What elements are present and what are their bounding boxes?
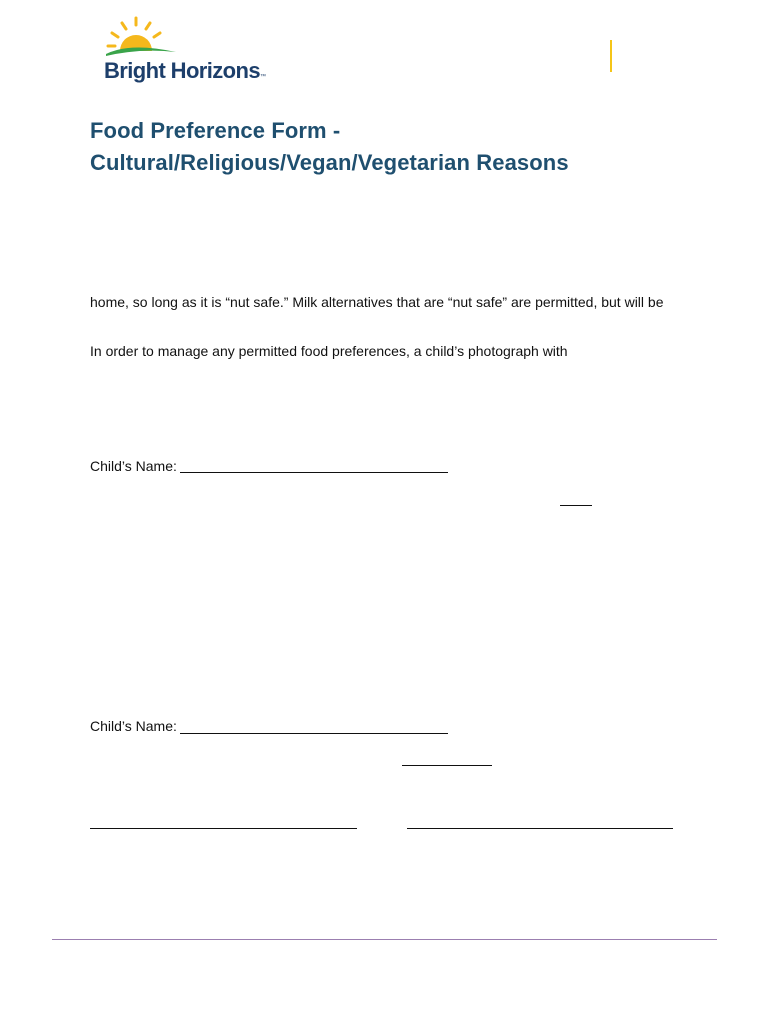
signature-line-right[interactable] <box>407 828 673 829</box>
bright-horizons-logo <box>100 14 275 86</box>
childs-name-label: Child’s Name: <box>90 718 177 734</box>
sun-logo-icon <box>100 14 190 62</box>
signature-line-left[interactable] <box>90 828 357 829</box>
form-title-line-2: Cultural/Religious/Vegan/Vegetarian Reasons <box>90 150 569 175</box>
blank-field[interactable] <box>402 765 492 766</box>
childs-name-field[interactable] <box>180 472 448 473</box>
body-paragraph-fragment-2: In order to manage any permitted food preferences, a child’s photograph with <box>90 343 568 359</box>
brand-wordmark <box>104 58 266 84</box>
body-paragraph-fragment-1: home, so long as it is “nut safe.” Milk alternatives that are “nut safe” are permitted, but will be <box>90 294 664 310</box>
trademark-symbol: ™ <box>260 74 266 80</box>
childs-name-label: Child’s Name: <box>90 458 177 474</box>
form-title-line-1: Food Preference Form - <box>90 118 341 143</box>
brand-name: Bright Horizons <box>104 58 260 83</box>
footer-divider <box>52 939 717 940</box>
header-accent-bar <box>610 40 612 72</box>
childs-name-field[interactable] <box>180 733 448 734</box>
short-blank-field[interactable] <box>560 505 592 506</box>
